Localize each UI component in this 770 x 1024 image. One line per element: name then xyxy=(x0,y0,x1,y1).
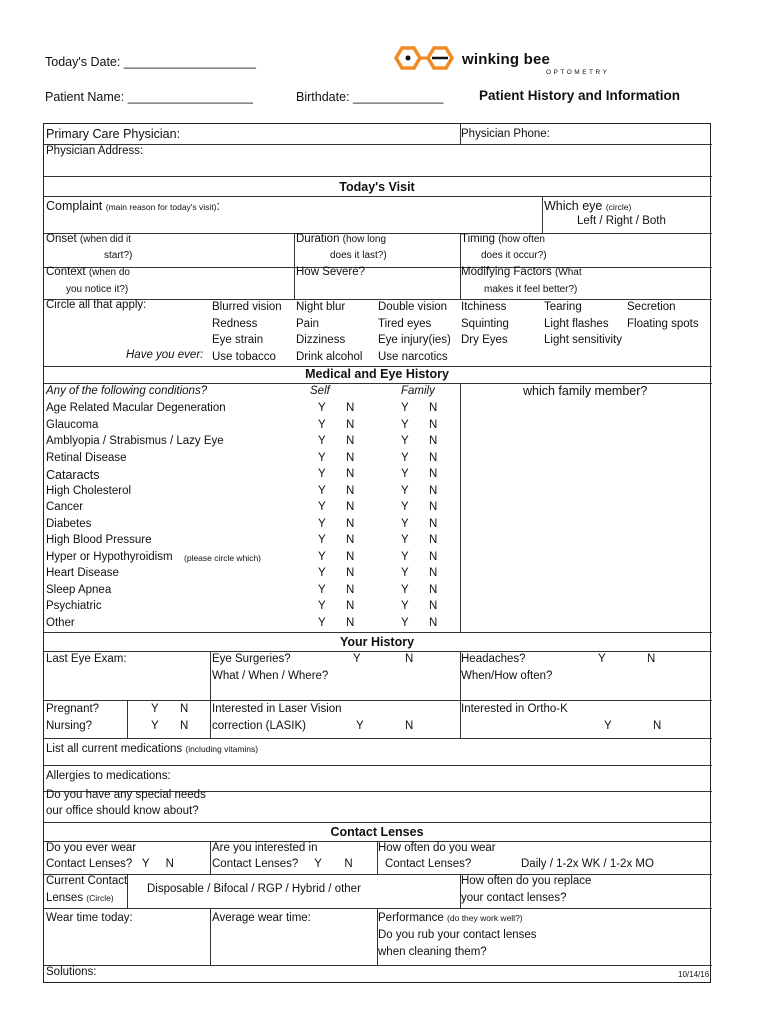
physician-address-label: Physician Address: xyxy=(46,145,144,157)
self-no[interactable]: N xyxy=(346,435,355,447)
condition-label: Hyper or Hypothyroidism xyxy=(46,550,173,563)
ever-wear-no[interactable]: N xyxy=(165,858,174,870)
duration-label: Duration (how long xyxy=(296,233,387,245)
symptom-option[interactable]: Use tobacco xyxy=(212,350,276,363)
physician-phone-label: Physician Phone: xyxy=(461,128,550,140)
symptom-option[interactable]: Double vision xyxy=(378,301,448,313)
family-yes[interactable]: Y xyxy=(401,418,409,431)
family-no[interactable]: N xyxy=(429,534,438,546)
pcp-label: Primary Care Physician: xyxy=(46,127,181,141)
symptom-option[interactable]: Eye strain xyxy=(212,334,264,346)
condition-label: High Blood Pressure xyxy=(46,534,152,546)
pregnant-label: Pregnant? xyxy=(46,703,100,715)
ever-wear-label-2: Contact Lenses? Y N xyxy=(46,858,174,870)
headaches-label: Headaches? xyxy=(461,653,526,665)
interested-contacts-label-2: Contact Lenses? Y N xyxy=(212,858,353,870)
self-yes[interactable]: Y xyxy=(318,567,326,579)
onset-label: Onset (when did it xyxy=(46,233,132,245)
surgeries-yes[interactable]: Y xyxy=(353,653,361,665)
family-yes[interactable]: Y xyxy=(401,451,409,464)
family-no[interactable]: N xyxy=(429,402,438,414)
symptoms-col-1 xyxy=(212,299,282,365)
special-needs-label: Do you have any special needs xyxy=(46,789,206,801)
have-you-ever-label: Have you ever: xyxy=(126,349,204,361)
family-no[interactable]: N xyxy=(429,600,438,612)
bee-glasses-logo-icon xyxy=(392,43,462,73)
family-no[interactable]: N xyxy=(429,583,438,596)
condition-label: Diabetes xyxy=(46,517,92,530)
symptom-option[interactable]: Drink alcohol xyxy=(296,350,363,363)
context-label: Context (when do xyxy=(46,266,130,278)
symptom-option[interactable]: Blurred vision xyxy=(212,301,282,313)
revision-date: 10/14/16 xyxy=(678,970,710,979)
complaint-label: Complaint (main reason for today's visit): xyxy=(46,199,220,213)
current-lenses-label: Current Contact xyxy=(46,875,128,887)
medical-history-title: Medical and Eye History xyxy=(305,367,449,381)
symptom-option[interactable]: Use narcotics xyxy=(378,350,448,363)
family-yes[interactable]: Y xyxy=(401,517,409,530)
headaches-yes[interactable]: Y xyxy=(598,653,606,665)
symptoms-col-6 xyxy=(627,299,699,332)
symptoms-col-3 xyxy=(378,299,451,365)
self-yes[interactable]: Y xyxy=(318,600,326,612)
rub-lenses-label: Do you rub your contact lenses xyxy=(378,929,537,941)
family-no[interactable]: N xyxy=(429,550,438,563)
lasik-yes[interactable]: Y xyxy=(356,720,364,732)
symptom-option[interactable]: Dizziness xyxy=(296,334,346,346)
self-yes[interactable]: Y xyxy=(318,517,326,530)
timing-label: Timing (how often xyxy=(461,233,545,245)
symptom-option[interactable]: Redness xyxy=(212,317,258,330)
symptom-option[interactable]: Itchiness xyxy=(461,301,507,313)
wear-frequency-options[interactable]: Daily / 1-2x WK / 1-2x MO xyxy=(521,858,654,870)
family-no[interactable]: N xyxy=(429,484,438,497)
symptom-option[interactable]: Secretion xyxy=(627,301,676,313)
family-yes[interactable]: Y xyxy=(401,600,409,612)
pregnant-yes[interactable]: Y xyxy=(151,703,159,715)
family-no[interactable]: N xyxy=(429,451,438,464)
family-no[interactable]: N xyxy=(429,616,438,629)
todays-date-label: Today's Date: ___________________ xyxy=(45,55,256,69)
thyroid-note: (please circle which) xyxy=(184,552,261,563)
replace-frequency-label: How often do you replace xyxy=(461,875,592,887)
duration-note: does it last?) xyxy=(330,250,387,261)
self-yes[interactable]: Y xyxy=(318,484,326,497)
which-family-member-header: which family member? xyxy=(523,384,648,398)
family-yes[interactable]: Y xyxy=(401,468,409,480)
special-needs-label-2: our office should know about? xyxy=(46,805,199,817)
self-no[interactable]: N xyxy=(346,501,355,513)
circle-all-label: Circle all that apply: xyxy=(46,299,147,311)
onset-note: start?) xyxy=(104,250,133,261)
ortho-k-no[interactable]: N xyxy=(653,720,662,732)
self-no[interactable]: N xyxy=(346,468,355,480)
lasik-label-2: correction (LASIK) xyxy=(212,720,306,732)
condition-label: Amblyopia / Strabismus / Lazy Eye xyxy=(46,435,224,447)
self-yes[interactable]: Y xyxy=(318,435,326,447)
self-no[interactable]: N xyxy=(346,567,355,579)
how-often-wear-label: How often do you wear xyxy=(378,842,496,854)
patient-name-blank[interactable]: __________________ xyxy=(127,90,253,104)
symptom-option[interactable]: Light sensitivity xyxy=(544,334,622,346)
symptom-option[interactable]: Eye injury(ies) xyxy=(378,334,451,346)
self-no[interactable]: N xyxy=(346,402,355,414)
winking-bee-logo xyxy=(392,43,462,76)
condition-label: Cataracts xyxy=(46,468,100,482)
family-no[interactable]: N xyxy=(429,567,438,579)
condition-label: Glaucoma xyxy=(46,418,99,431)
self-yes[interactable]: Y xyxy=(318,402,326,414)
self-header: Self xyxy=(310,385,330,397)
self-no[interactable]: N xyxy=(346,600,355,612)
condition-label: Sleep Apnea xyxy=(46,583,112,596)
solutions-label: Solutions: xyxy=(46,966,97,978)
condition-label: Heart Disease xyxy=(46,567,119,579)
self-yes[interactable]: Y xyxy=(318,534,326,546)
modifying-label: Modifying Factors (What xyxy=(461,266,582,278)
average-wear-time-label: Average wear time: xyxy=(212,912,311,924)
self-no[interactable]: N xyxy=(346,550,355,563)
self-no[interactable]: N xyxy=(346,534,355,546)
interested-no[interactable]: N xyxy=(344,858,353,870)
replace-frequency-label-2: your contact lenses? xyxy=(461,892,567,904)
condition-label: High Cholesterol xyxy=(46,484,132,497)
family-no[interactable]: N xyxy=(429,501,438,513)
last-eye-exam-label: Last Eye Exam: xyxy=(46,653,127,665)
symptom-option[interactable]: Night blur xyxy=(296,301,346,313)
birthdate-blank[interactable]: _____________ xyxy=(353,90,444,104)
eye-surgeries-label: Eye Surgeries? xyxy=(212,653,291,665)
ever-wear-label: Do you ever wear xyxy=(46,842,137,854)
family-yes[interactable]: Y xyxy=(401,567,409,579)
lasik-no[interactable]: N xyxy=(405,720,414,732)
interested-contacts-label: Are you interested in xyxy=(212,842,318,854)
condition-label: Cancer xyxy=(46,501,84,513)
family-yes[interactable]: Y xyxy=(401,402,409,414)
family-yes[interactable]: Y xyxy=(401,435,409,447)
eye-options[interactable]: Left / Right / Both xyxy=(577,215,666,227)
symptoms-col-4 xyxy=(461,299,509,349)
which-eye-label: Which eye (circle) xyxy=(544,199,632,213)
condition-label: Age Related Macular Degeneration xyxy=(46,402,226,414)
symptom-option[interactable]: Tired eyes xyxy=(378,317,432,330)
symptom-option[interactable]: Squinting xyxy=(461,317,509,330)
birthdate-label: Birthdate: _____________ xyxy=(296,90,444,104)
current-lenses-label-2: Lenses (Circle) xyxy=(46,892,114,904)
family-yes[interactable]: Y xyxy=(401,484,409,497)
family-yes[interactable]: Y xyxy=(401,550,409,563)
how-often-wear-label-2: Contact Lenses? xyxy=(385,858,472,870)
ortho-k-yes[interactable]: Y xyxy=(604,720,612,732)
wear-time-today-label: Wear time today: xyxy=(46,912,133,924)
family-no[interactable]: N xyxy=(429,418,438,431)
symptoms-col-5 xyxy=(544,299,622,349)
todays-date-blank[interactable]: ___________________ xyxy=(123,55,256,69)
symptom-option[interactable]: Floating spots xyxy=(627,317,699,330)
performance-label: Performance (do they work well?) xyxy=(378,912,523,924)
family-no[interactable]: N xyxy=(429,468,438,480)
nursing-yes[interactable]: Y xyxy=(151,720,159,732)
self-yes[interactable]: Y xyxy=(318,550,326,563)
nursing-no[interactable]: N xyxy=(180,720,189,732)
rub-lenses-label-2: when cleaning them? xyxy=(378,946,487,958)
surgeries-details-label: What / When / Where? xyxy=(212,670,329,682)
self-yes[interactable]: Y xyxy=(318,418,326,431)
ortho-k-label: Interested in Ortho-K xyxy=(461,703,568,715)
self-no[interactable]: N xyxy=(346,451,355,464)
symptom-option[interactable]: Dry Eyes xyxy=(461,334,508,346)
self-no[interactable]: N xyxy=(346,616,355,629)
pregnant-no[interactable]: N xyxy=(180,703,189,715)
patient-name-label: Patient Name: __________________ xyxy=(45,90,253,104)
self-no[interactable]: N xyxy=(346,517,355,530)
conditions-header: Any of the following conditions? xyxy=(46,385,208,397)
condition-label: Other xyxy=(46,616,75,629)
self-no[interactable]: N xyxy=(346,484,355,497)
form-title: Patient History and Information xyxy=(479,88,681,103)
symptom-option[interactable]: Tearing xyxy=(544,301,582,313)
contact-lenses-title: Contact Lenses xyxy=(330,825,424,839)
self-yes[interactable]: Y xyxy=(318,451,326,464)
headaches-frequency-label: When/How often? xyxy=(461,670,553,682)
todays-visit-title: Today's Visit xyxy=(339,180,415,194)
symptom-option[interactable]: Pain xyxy=(296,317,320,330)
headaches-no[interactable]: N xyxy=(647,653,656,665)
family-no[interactable]: N xyxy=(429,517,438,530)
nursing-label: Nursing? xyxy=(46,720,93,732)
severity-label: How Severe? xyxy=(296,266,366,278)
lens-type-options[interactable]: Disposable / Bifocal / RGP / Hybrid / other xyxy=(147,883,361,895)
condition-label: Retinal Disease xyxy=(46,451,127,464)
lasik-label: Interested in Laser Vision xyxy=(212,703,342,715)
self-yes[interactable]: Y xyxy=(318,468,326,480)
family-yes[interactable]: Y xyxy=(401,501,409,513)
medications-label: List all current medications (including vitamins) xyxy=(46,743,259,755)
logo-name: winking bee xyxy=(462,51,551,68)
ever-wear-yes[interactable]: Y xyxy=(141,858,150,870)
family-header: Family xyxy=(401,385,435,397)
context-note: you notice it?) xyxy=(66,284,129,295)
surgeries-no[interactable]: N xyxy=(405,653,414,665)
symptom-option[interactable]: Light flashes xyxy=(544,317,609,330)
family-yes[interactable]: Y xyxy=(401,583,409,596)
allergies-label: Allergies to medications: xyxy=(46,770,171,782)
self-yes[interactable]: Y xyxy=(318,501,326,513)
family-no[interactable]: N xyxy=(429,435,438,447)
interested-yes[interactable]: Y xyxy=(314,858,322,870)
modifying-note: makes it feel better?) xyxy=(484,284,578,295)
self-no[interactable]: N xyxy=(346,418,355,431)
symptoms-col-2 xyxy=(296,299,362,365)
self-yes[interactable]: Y xyxy=(318,616,326,629)
timing-note: does it occur?) xyxy=(481,250,547,261)
self-yes[interactable]: Y xyxy=(318,583,326,596)
your-history-title: Your History xyxy=(339,635,415,649)
logo-subtitle: OPTOMETRY xyxy=(546,69,610,76)
family-yes[interactable]: Y xyxy=(401,616,409,629)
condition-label: Psychiatric xyxy=(46,600,102,612)
family-yes[interactable]: Y xyxy=(401,534,409,546)
self-no[interactable]: N xyxy=(346,583,355,596)
